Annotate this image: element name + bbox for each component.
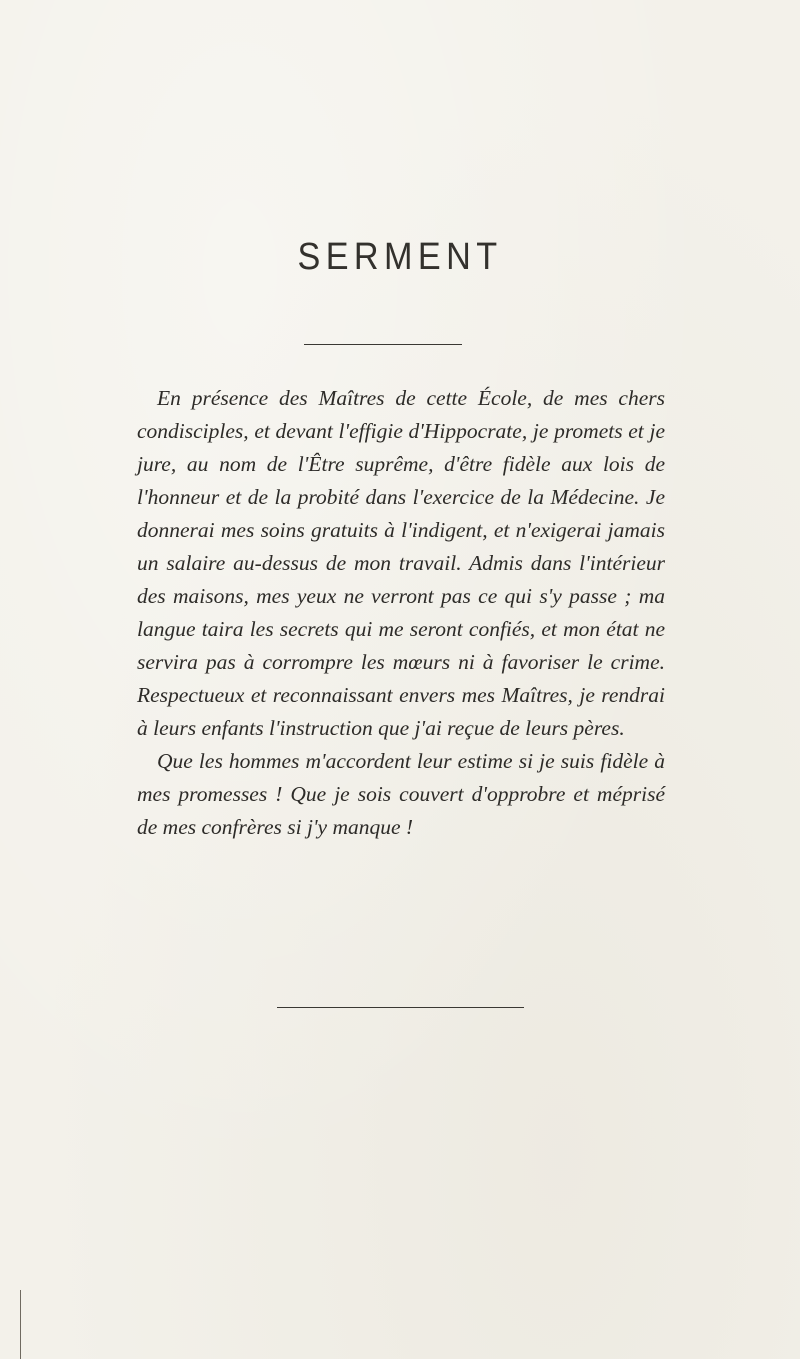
oath-paragraph: Que les hommes m'accordent leur estime si je suis fidèle à mes promesses ! Que je sois couvert d'opprobre et méprisé de mes confrères si j'y manque !	[137, 749, 665, 839]
page-title: SERMENT	[297, 236, 503, 278]
oath-text	[137, 382, 665, 844]
title-divider	[304, 344, 462, 345]
oath-paragraph: En présence des Maîtres de cette École, de mes chers condisciples, et devant l'effigie d'Hippocrate, je promets et je jure, au nom de l'Être suprême, d'être fidèle aux lois de l'honneur et de la probité dans l'exercice de la Médecine. Je donnerai mes soins gratuits à l'indigent, et n'exigerai jamais un salaire au-dessus de mon travail. Admis dans l'intérieur des maisons, mes yeux ne verront pas ce qui s'y passe ; ma langue taira les secrets qui me seront confiés, et mon état ne servira pas à corrompre les mœurs ni à favoriser le crime. Respectueux et reconnaissant envers mes Maîtres, je rendrai à leurs enfants l'instruction que j'ai reçue de leurs pères.	[137, 386, 665, 740]
margin-mark	[20, 1290, 21, 1359]
closing-divider	[277, 1007, 524, 1008]
